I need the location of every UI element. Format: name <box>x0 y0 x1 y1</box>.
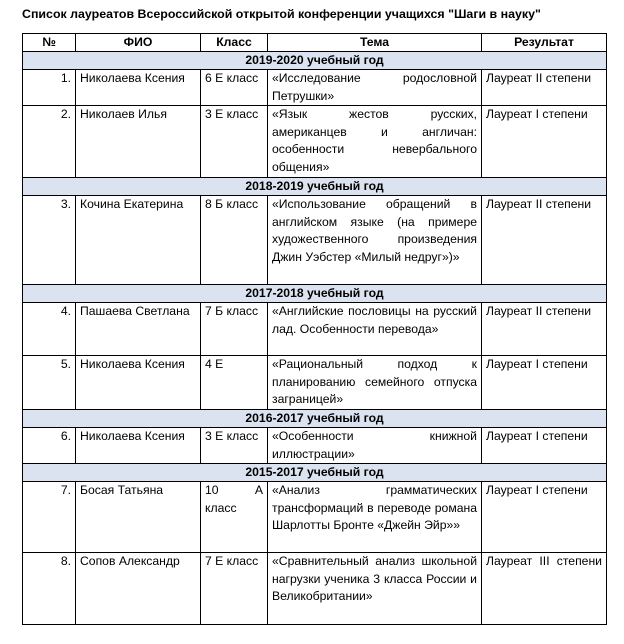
row-result: Лауреат III степени <box>482 553 607 625</box>
row-result: Лауреат II степени <box>482 70 607 106</box>
table-row <box>23 553 607 625</box>
row-topic: «Язык жестов русских, американцев и англичан: особенности невербального общения» <box>268 106 482 178</box>
year-label: 2018-2019 учебный год <box>23 178 607 196</box>
row-topic: «Рациональный подход к планированию семейного отпуска заграницей» <box>268 356 482 410</box>
year-label: 2017-2018 учебный год <box>23 285 607 303</box>
row-grade: 3 Е класс <box>201 428 268 464</box>
row-topic: «Исследование родословной Петрушки» <box>268 70 482 106</box>
year-row <box>23 178 607 196</box>
year-row <box>23 285 607 303</box>
row-result: Лауреат I степени <box>482 482 607 553</box>
row-name: Босая Татьяна <box>76 482 201 553</box>
row-result: Лауреат I степени <box>482 428 607 464</box>
row-name: Николаева Ксения <box>76 428 201 464</box>
row-name: Николаева Ксения <box>76 70 201 106</box>
year-row <box>23 52 607 70</box>
year-label: 2019-2020 учебный год <box>23 52 607 70</box>
column-header-name: ФИО <box>76 34 201 52</box>
row-name: Сопов Александр <box>76 553 201 625</box>
row-result: Лауреат II степени <box>482 303 607 356</box>
row-name: Кочина Екатерина <box>76 196 201 285</box>
row-number: 7. <box>23 482 76 553</box>
document-title: Список лауреатов Всероссийской открытой конференции учащихся "Шаги в науку" <box>22 7 541 21</box>
column-header-topic: Тема <box>268 34 482 52</box>
table-row <box>23 196 607 285</box>
row-grade: 7 Б класс <box>201 303 268 356</box>
row-name: Пашаева Светлана <box>76 303 201 356</box>
row-grade: 7 Е класс <box>201 553 268 625</box>
row-number: 3. <box>23 196 76 285</box>
row-topic: «Английские пословицы на русский лад. Особенности перевода» <box>268 303 482 356</box>
year-row <box>23 410 607 428</box>
row-grade: 10 А класс <box>201 482 268 553</box>
row-topic: «Сравнительный анализ школьной нагрузки ученика 3 класса России и Великобритании» <box>268 553 482 625</box>
row-topic: «Особенности книжной иллюстрации» <box>268 428 482 464</box>
row-number: 1. <box>23 70 76 106</box>
row-number: 6. <box>23 428 76 464</box>
table-header-row <box>23 34 607 52</box>
row-grade: 8 Б класс <box>201 196 268 285</box>
row-number: 5. <box>23 356 76 410</box>
laureates-table <box>22 33 607 625</box>
year-label: 2015-2017 учебный год <box>23 464 607 482</box>
row-number: 2. <box>23 106 76 178</box>
table-row <box>23 70 607 106</box>
row-grade: 3 Е класс <box>201 106 268 178</box>
table-row <box>23 482 607 553</box>
column-header-number: № <box>23 34 76 52</box>
column-header-grade: Класс <box>201 34 268 52</box>
row-result: Лауреат I степени <box>482 106 607 178</box>
year-label: 2016-2017 учебный год <box>23 410 607 428</box>
year-row <box>23 464 607 482</box>
row-grade: 4 Е <box>201 356 268 410</box>
row-result: Лауреат II степени <box>482 196 607 285</box>
row-name: Николаева Ксения <box>76 356 201 410</box>
table-row <box>23 303 607 356</box>
row-grade: 6 Е класс <box>201 70 268 106</box>
table-row <box>23 356 607 410</box>
row-number: 8. <box>23 553 76 625</box>
column-header-result: Результат <box>482 34 607 52</box>
row-topic: «Использование обращений в английском языке (на примере художественного произведения Джин Уэбстер «Милый недруг»)» <box>268 196 482 285</box>
row-topic: «Анализ грамматических трансформаций в переводе романа Шарлотты Бронте «Джейн Эйр»» <box>268 482 482 553</box>
table-row <box>23 428 607 464</box>
row-name: Николаев Илья <box>76 106 201 178</box>
row-result: Лауреат I степени <box>482 356 607 410</box>
table-row <box>23 106 607 178</box>
row-number: 4. <box>23 303 76 356</box>
